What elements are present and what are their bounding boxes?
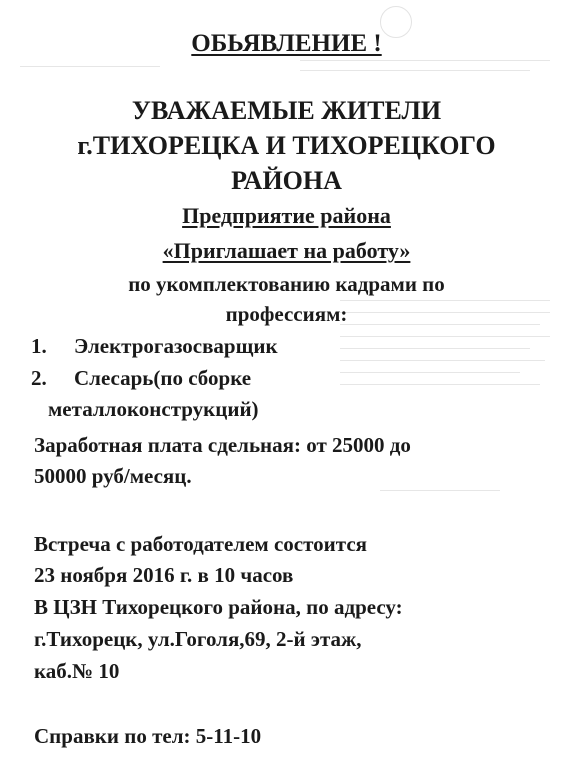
- salary-line-2: 50000 руб/месяц.: [34, 464, 192, 488]
- ghost-line: [20, 66, 160, 67]
- profession-2-label-cont: металлоконструкций): [48, 397, 259, 421]
- profession-number: 2.: [31, 366, 47, 390]
- profession-2-label: Слесарь(по сборке: [74, 366, 252, 390]
- meeting-address: г.Тихорецк, ул.Гоголя,69, 2-й этаж,: [34, 627, 362, 651]
- profession-1-label: Электрогазосварщик: [74, 334, 278, 358]
- purpose-line-1: по укомплектованию кадрами по: [128, 272, 445, 296]
- ghost-line: [340, 336, 550, 337]
- meeting-date: 23 ноября 2016 г. в 10 часов: [34, 563, 294, 587]
- meeting-location: В ЦЗН Тихорецкого района, по адресу:: [34, 595, 403, 619]
- company-heading: Предприятие района: [182, 203, 391, 228]
- greeting-line-2: г.ТИХОРЕЦКА И ТИХОРЕЦКОГО: [77, 131, 496, 160]
- meeting-office: каб.№ 10: [34, 659, 120, 683]
- notice-title: ОБЬЯВЛЕНИЕ !: [191, 30, 382, 57]
- ghost-line: [380, 490, 500, 491]
- purpose-line-2: профессиям:: [225, 302, 348, 326]
- ghost-line: [300, 70, 530, 71]
- ghost-line: [340, 348, 530, 349]
- ghost-line: [340, 384, 540, 385]
- ghost-line: [340, 372, 520, 373]
- ghost-line: [340, 300, 550, 301]
- contact-phone: Справки по тел: 5-11-10: [34, 724, 262, 748]
- ghost-line: [300, 60, 550, 61]
- ghost-line: [340, 360, 545, 361]
- greeting-line-3: РАЙОНА: [231, 166, 342, 195]
- greeting-line-1: УВАЖАЕМЫЕ ЖИТЕЛИ: [131, 96, 442, 125]
- meeting-line-1: Встреча с работодателем состоится: [34, 532, 368, 556]
- salary-line-1: Заработная плата сдельная: от 25000 до: [34, 433, 411, 457]
- invitation-heading: «Приглашает на работу»: [162, 238, 411, 263]
- profession-number: 1.: [31, 334, 47, 358]
